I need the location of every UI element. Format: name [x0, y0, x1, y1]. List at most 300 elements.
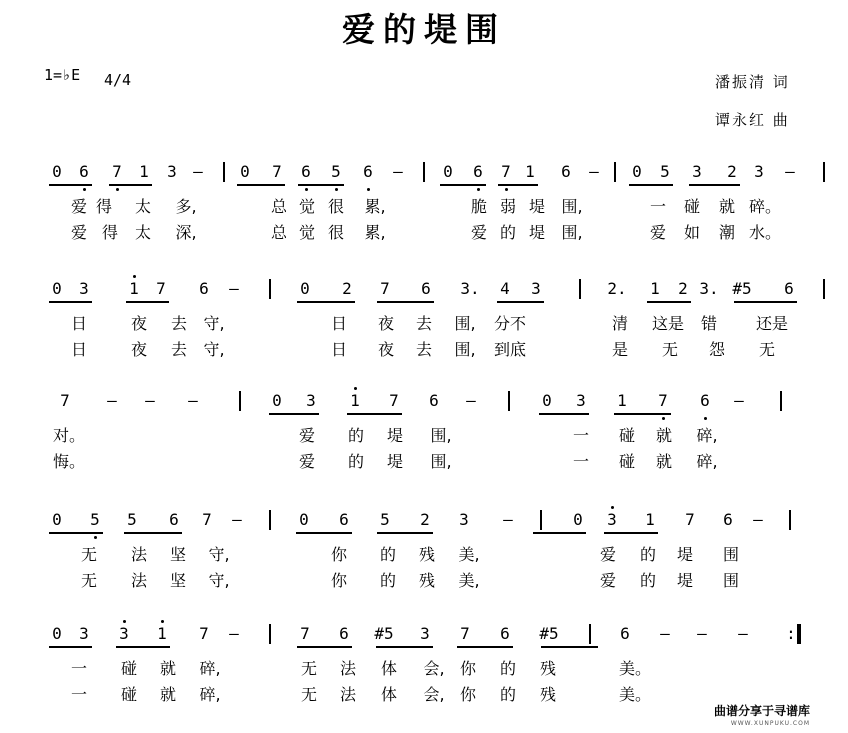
- note: 0: [632, 162, 642, 181]
- note: 6: [301, 162, 311, 181]
- composer-credit: 谭永红 曲: [715, 111, 790, 129]
- note: 5: [380, 510, 390, 529]
- key-signature: 1=♭E: [44, 66, 81, 84]
- note: 3: [119, 624, 129, 643]
- time-signature: 4/4: [104, 71, 132, 89]
- sustain-dash: –: [393, 162, 403, 181]
- lyric-syllable: 夜: [377, 314, 395, 333]
- lyric-syllable: 错: [700, 314, 718, 333]
- lyricist-credit: 潘振清 词: [715, 73, 790, 91]
- lyric-syllable: 深,: [175, 223, 197, 242]
- note: 7: [60, 391, 70, 410]
- note: 6: [79, 162, 89, 181]
- lyric-syllable: 一: [649, 197, 667, 216]
- note: 6: [620, 624, 630, 643]
- note: 1: [129, 279, 139, 298]
- note: 2: [727, 162, 737, 181]
- lyric-line-1: [0, 311, 848, 335]
- note: 6: [169, 510, 179, 529]
- note: 4: [500, 279, 510, 298]
- lyric-syllable: 爱: [470, 223, 488, 242]
- lyric-syllable: 堤: [676, 545, 694, 564]
- lyric-syllable: 一: [70, 685, 88, 704]
- beam-underline: [109, 184, 152, 186]
- score-system-1: [0, 158, 848, 268]
- lyric-syllable: 觉: [298, 197, 316, 216]
- barline: [508, 391, 510, 411]
- beam-underline: [126, 301, 169, 303]
- lyric-syllable: 守,: [203, 314, 225, 333]
- lyric-syllable: 堤: [386, 452, 404, 471]
- note: 7: [112, 162, 122, 181]
- note: 0: [52, 624, 62, 643]
- lyric-syllable: 守,: [208, 571, 230, 590]
- note: 2: [678, 279, 688, 298]
- footer-watermark: 曲谱分享于寻谱库: [713, 704, 810, 718]
- lyric-syllable: 的: [499, 685, 517, 704]
- notation-line: [0, 506, 848, 542]
- lyric-syllable: 去: [415, 314, 433, 333]
- beam-underline: [647, 301, 691, 303]
- lyric-syllable: 日: [70, 340, 88, 359]
- lyric-syllable: 就: [718, 197, 736, 216]
- lyric-syllable: 的: [379, 545, 397, 564]
- note: 5: [660, 162, 670, 181]
- lyric-syllable: 去: [170, 314, 188, 333]
- lyric-syllable: 觉: [298, 223, 316, 242]
- sustain-dash: –: [107, 391, 117, 410]
- beam-underline: [498, 184, 538, 186]
- note: 1: [157, 624, 167, 643]
- lyric-syllable: 去: [170, 340, 188, 359]
- note: 6: [700, 391, 710, 410]
- beam-underline: [539, 413, 589, 415]
- note: 7: [272, 162, 282, 181]
- barline: [269, 624, 271, 644]
- lyric-syllable: 的: [639, 545, 657, 564]
- lyric-syllable: 总: [270, 223, 288, 242]
- barline: [823, 279, 825, 299]
- octave-up-dot: [133, 275, 136, 278]
- beam-underline: [457, 646, 513, 648]
- beam-underline: [49, 532, 103, 534]
- lyric-syllable: 你: [459, 659, 477, 678]
- beam-underline: [297, 646, 352, 648]
- note: 3: [167, 162, 177, 181]
- sustain-dash: –: [232, 510, 242, 529]
- lyric-syllable: 法: [130, 571, 148, 590]
- sustain-dash: –: [229, 279, 239, 298]
- score-system-3: [0, 387, 848, 497]
- song-title: 爱的堤围: [342, 10, 506, 49]
- lyric-syllable: 的: [499, 223, 517, 242]
- sustain-dash: –: [188, 391, 198, 410]
- barline: [614, 162, 616, 182]
- lyric-line-2: [0, 568, 848, 592]
- note: 1: [617, 391, 627, 410]
- barline: [579, 279, 581, 299]
- barline: [589, 624, 591, 644]
- beam-underline: [377, 301, 434, 303]
- note: 6: [429, 391, 439, 410]
- note: 3: [459, 510, 469, 529]
- note: 3: [531, 279, 541, 298]
- lyric-syllable: 无: [661, 340, 679, 359]
- lyric-syllable: 得: [95, 197, 113, 216]
- lyric-syllable: 堤: [528, 197, 546, 216]
- lyric-syllable: 就: [159, 659, 177, 678]
- lyric-syllable: 碎,: [199, 659, 221, 678]
- lyric-syllable: 围,: [454, 314, 476, 333]
- note: 0: [542, 391, 552, 410]
- lyric-syllable: 到底: [493, 340, 527, 359]
- lyric-syllable: 你: [330, 545, 348, 564]
- octave-down-dot: [477, 188, 480, 191]
- note: 3.: [460, 279, 480, 298]
- lyric-syllable: 会,: [423, 659, 445, 678]
- lyric-syllable: 无: [758, 340, 776, 359]
- lyric-syllable: 的: [499, 659, 517, 678]
- note: 3: [79, 279, 89, 298]
- beam-underline: [440, 184, 486, 186]
- beam-underline: [124, 532, 182, 534]
- lyric-syllable: 夜: [130, 314, 148, 333]
- note: 7: [300, 624, 310, 643]
- lyric-syllable: 很: [327, 197, 345, 216]
- lyric-syllable: 美,: [458, 571, 480, 590]
- note: 7: [380, 279, 390, 298]
- lyric-syllable: 脆: [470, 197, 488, 216]
- note: 0: [299, 510, 309, 529]
- beam-underline: [376, 646, 433, 648]
- note: 6: [784, 279, 794, 298]
- note: 3: [306, 391, 316, 410]
- lyric-syllable: 碰: [120, 659, 138, 678]
- lyric-syllable: 累,: [364, 223, 386, 242]
- sustain-dash: –: [145, 391, 155, 410]
- score-system-4: [0, 506, 848, 616]
- lyric-syllable: 坚: [169, 545, 187, 564]
- lyric-syllable: 美,: [458, 545, 480, 564]
- octave-up-dot: [123, 620, 126, 623]
- note: 6: [500, 624, 510, 643]
- lyric-line-1: [0, 656, 848, 680]
- lyric-syllable: 还是: [755, 314, 789, 333]
- beam-underline: [533, 532, 586, 534]
- note: 1: [350, 391, 360, 410]
- note: 7: [460, 624, 470, 643]
- note: 1: [645, 510, 655, 529]
- note: 2: [342, 279, 352, 298]
- lyric-syllable: 爱: [599, 571, 617, 590]
- beam-underline: [269, 413, 319, 415]
- note: 0: [573, 510, 583, 529]
- sustain-dash: –: [734, 391, 744, 410]
- lyric-line-1: [0, 194, 848, 218]
- sustain-dash: –: [193, 162, 203, 181]
- note: 7: [202, 510, 212, 529]
- octave-up-dot: [611, 506, 614, 509]
- sustain-dash: –: [785, 162, 795, 181]
- lyric-syllable: 的: [639, 571, 657, 590]
- lyric-line-2: [0, 449, 848, 473]
- lyric-syllable: 一: [572, 426, 590, 445]
- note: #5: [539, 624, 559, 643]
- lyric-syllable: 爱: [649, 223, 667, 242]
- lyric-syllable: 日: [70, 314, 88, 333]
- beam-underline: [49, 646, 92, 648]
- lyric-syllable: 碰: [120, 685, 138, 704]
- beam-underline: [296, 532, 352, 534]
- note: 1: [650, 279, 660, 298]
- lyric-syllable: 就: [655, 426, 673, 445]
- beam-underline: [734, 301, 797, 303]
- note: 7: [685, 510, 695, 529]
- note: 5: [331, 162, 341, 181]
- lyric-syllable: 体: [380, 685, 398, 704]
- lyric-syllable: 多,: [175, 197, 197, 216]
- barline: [269, 510, 271, 530]
- lyric-syllable: 爱: [70, 197, 88, 216]
- note: 7: [501, 162, 511, 181]
- note: 3: [754, 162, 764, 181]
- lyric-syllable: 围,: [454, 340, 476, 359]
- lyric-syllable: 你: [459, 685, 477, 704]
- lyric-syllable: 分不: [493, 314, 527, 333]
- lyric-syllable: 对。: [52, 426, 86, 445]
- note: 0: [52, 279, 62, 298]
- note: 5: [127, 510, 137, 529]
- note: 3: [607, 510, 617, 529]
- lyric-syllable: 法: [339, 685, 357, 704]
- lyric-syllable: 就: [159, 685, 177, 704]
- note: 6: [723, 510, 733, 529]
- octave-down-dot: [94, 536, 97, 539]
- lyric-syllable: 累,: [364, 197, 386, 216]
- lyric-syllable: 碎。: [748, 197, 782, 216]
- score-system-2: [0, 275, 848, 385]
- beam-underline: [237, 184, 285, 186]
- note: 3.: [699, 279, 719, 298]
- octave-down-dot: [367, 188, 370, 191]
- beam-underline: [347, 413, 402, 415]
- sustain-dash: –: [697, 624, 707, 643]
- beam-underline: [377, 532, 433, 534]
- lyric-syllable: 夜: [130, 340, 148, 359]
- lyric-syllable: 一: [572, 452, 590, 471]
- beam-underline: [689, 184, 740, 186]
- note: 1: [525, 162, 535, 181]
- lyric-syllable: 爱: [70, 223, 88, 242]
- note: 6: [339, 510, 349, 529]
- barline: [780, 391, 782, 411]
- note: 7: [199, 624, 209, 643]
- lyric-syllable: 无: [300, 659, 318, 678]
- barline: [423, 162, 425, 182]
- note: 5: [90, 510, 100, 529]
- note: 6: [199, 279, 209, 298]
- lyric-line-1: [0, 542, 848, 566]
- notation-line: [0, 620, 848, 656]
- barline: [223, 162, 225, 182]
- lyric-syllable: 残: [539, 659, 557, 678]
- lyric-syllable: 爱: [599, 545, 617, 564]
- lyric-syllable: 如: [683, 223, 701, 242]
- lyric-syllable: 得: [101, 223, 119, 242]
- lyric-syllable: 堤: [386, 426, 404, 445]
- notation-line: [0, 158, 848, 194]
- note: 2.: [607, 279, 627, 298]
- lyric-syllable: 一: [70, 659, 88, 678]
- note: 7: [156, 279, 166, 298]
- note: 0: [272, 391, 282, 410]
- note: 0: [300, 279, 310, 298]
- octave-down-dot: [704, 417, 707, 420]
- lyric-syllable: 弱: [499, 197, 517, 216]
- lyric-syllable: 碰: [683, 197, 701, 216]
- lyric-line-2: [0, 337, 848, 361]
- lyric-syllable: 的: [347, 426, 365, 445]
- beam-underline: [497, 301, 544, 303]
- sustain-dash: –: [589, 162, 599, 181]
- lyric-syllable: 残: [418, 571, 436, 590]
- lyric-syllable: 这是: [651, 314, 685, 333]
- octave-down-dot: [505, 188, 508, 191]
- lyric-syllable: 碎,: [696, 452, 718, 471]
- lyric-syllable: 碎,: [199, 685, 221, 704]
- beam-underline: [116, 646, 170, 648]
- lyric-syllable: 日: [330, 340, 348, 359]
- lyric-syllable: 总: [270, 197, 288, 216]
- lyric-syllable: 围,: [430, 426, 452, 445]
- octave-down-dot: [305, 188, 308, 191]
- lyric-syllable: 太: [134, 197, 152, 216]
- note: 6: [473, 162, 483, 181]
- lyric-syllable: 堤: [528, 223, 546, 242]
- lyric-syllable: 的: [379, 571, 397, 590]
- lyric-syllable: 会,: [423, 685, 445, 704]
- note: 7: [389, 391, 399, 410]
- lyric-syllable: 法: [339, 659, 357, 678]
- note: 7: [658, 391, 668, 410]
- repeat-barline: [797, 624, 801, 644]
- octave-up-dot: [161, 620, 164, 623]
- lyric-syllable: 悔。: [52, 452, 86, 471]
- lyric-syllable: 守,: [208, 545, 230, 564]
- lyric-syllable: 体: [380, 659, 398, 678]
- lyric-syllable: 残: [418, 545, 436, 564]
- lyric-syllable: 围,: [561, 197, 583, 216]
- lyric-syllable: 无: [300, 685, 318, 704]
- octave-up-dot: [354, 387, 357, 390]
- lyric-syllable: 日: [330, 314, 348, 333]
- octave-down-dot: [116, 188, 119, 191]
- beam-underline: [49, 184, 92, 186]
- note: #5: [732, 279, 752, 298]
- octave-down-dot: [83, 188, 86, 191]
- note: 6: [561, 162, 571, 181]
- lyric-syllable: 碰: [618, 452, 636, 471]
- lyric-syllable: 怨: [708, 340, 726, 359]
- sustain-dash: –: [738, 624, 748, 643]
- beam-underline: [541, 646, 598, 648]
- note: 6: [363, 162, 373, 181]
- lyric-syllable: 就: [655, 452, 673, 471]
- lyric-syllable: 爱: [298, 426, 316, 445]
- lyric-syllable: 去: [415, 340, 433, 359]
- barline: [789, 510, 791, 530]
- note: 2: [420, 510, 430, 529]
- barline: [823, 162, 825, 182]
- lyric-syllable: 围,: [430, 452, 452, 471]
- repeat-dots: :: [786, 624, 796, 643]
- octave-down-dot: [662, 417, 665, 420]
- lyric-syllable: 水。: [748, 223, 782, 242]
- lyric-syllable: 很: [327, 223, 345, 242]
- note: 3: [420, 624, 430, 643]
- lyric-line-1: [0, 423, 848, 447]
- sustain-dash: –: [753, 510, 763, 529]
- note: 3: [79, 624, 89, 643]
- sustain-dash: –: [503, 510, 513, 529]
- barline: [540, 510, 542, 530]
- beam-underline: [49, 301, 92, 303]
- lyric-syllable: 的: [347, 452, 365, 471]
- lyric-line-2: [0, 220, 848, 244]
- note: 1: [139, 162, 149, 181]
- lyric-syllable: 无: [80, 545, 98, 564]
- lyric-syllable: 围: [722, 545, 740, 564]
- lyric-syllable: 无: [80, 571, 98, 590]
- footer-url: WWW.XUNPUKU.COM: [730, 720, 810, 727]
- lyric-syllable: 残: [539, 685, 557, 704]
- lyric-syllable: 坚: [169, 571, 187, 590]
- barline: [269, 279, 271, 299]
- lyric-syllable: 太: [134, 223, 152, 242]
- lyric-syllable: 围,: [561, 223, 583, 242]
- note: #5: [374, 624, 394, 643]
- notation-line: [0, 387, 848, 423]
- lyric-syllable: 碰: [618, 426, 636, 445]
- beam-underline: [629, 184, 673, 186]
- sustain-dash: –: [660, 624, 670, 643]
- barline: [239, 391, 241, 411]
- octave-down-dot: [335, 188, 338, 191]
- note: 0: [240, 162, 250, 181]
- sustain-dash: –: [229, 624, 239, 643]
- note: 3: [692, 162, 702, 181]
- lyric-syllable: 美。: [618, 659, 652, 678]
- lyric-syllable: 法: [130, 545, 148, 564]
- beam-underline: [297, 301, 355, 303]
- note: 0: [443, 162, 453, 181]
- sustain-dash: –: [466, 391, 476, 410]
- note: 0: [52, 510, 62, 529]
- lyric-syllable: 是: [611, 340, 629, 359]
- note: 0: [52, 162, 62, 181]
- lyric-syllable: 堤: [676, 571, 694, 590]
- beam-underline: [298, 184, 344, 186]
- lyric-syllable: 清: [611, 314, 629, 333]
- lyric-syllable: 潮: [718, 223, 736, 242]
- lyric-syllable: 你: [330, 571, 348, 590]
- lyric-syllable: 美。: [618, 685, 652, 704]
- lyric-syllable: 围: [722, 571, 740, 590]
- note: 6: [339, 624, 349, 643]
- lyric-syllable: 碎,: [696, 426, 718, 445]
- note: 6: [421, 279, 431, 298]
- lyric-syllable: 守,: [203, 340, 225, 359]
